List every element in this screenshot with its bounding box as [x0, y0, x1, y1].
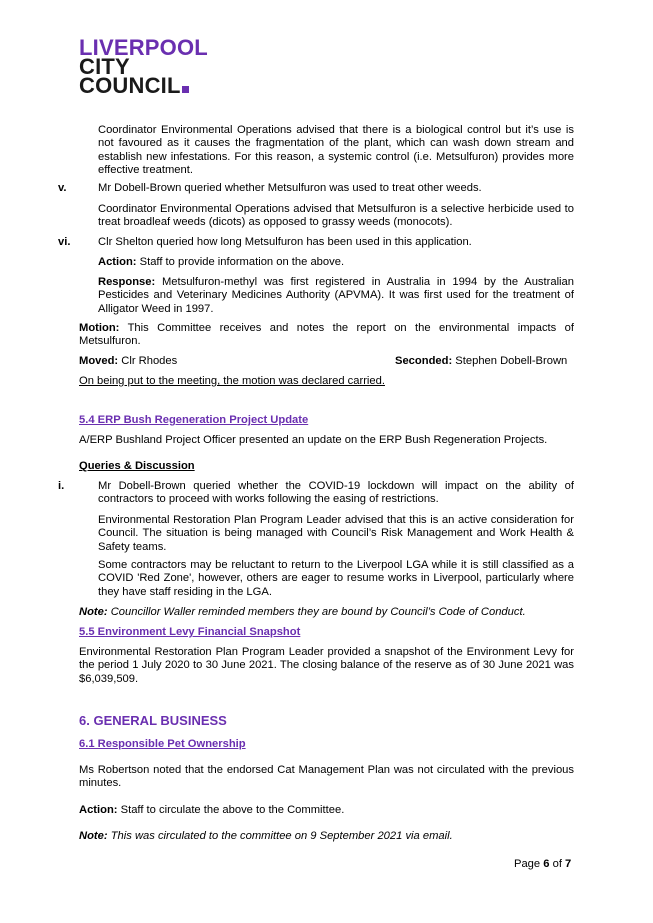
paragraph-query-other-weeds: Mr Dobell-Brown queried whether Metsulfuron was used to treat other weeds.	[98, 182, 482, 194]
queries-heading: Queries & Discussion	[79, 460, 195, 472]
seconded-by: Seconded: Stephen Dobell-Brown	[395, 355, 568, 367]
section-5-4-heading: 5.4 ERP Bush Regeneration Project Update	[79, 414, 309, 426]
council-logo	[79, 35, 208, 98]
paragraph-erp-update: A/ERP Bushland Project Officer presented an update on the ERP Bush Regeneration Projects.	[79, 434, 548, 446]
response-paragraph: Response: Metsulfuron-methyl was first registered in Australia in 1994 by the Australian Pesticides and Veterinary Medicines Authority (APVMA). It was first used for the treatment of Alligator Weed in 1997.	[98, 276, 574, 315]
note-circulated: Note: This was circulated to the committee on 9 September 2021 via email.	[79, 830, 453, 842]
page-number: Page 6 of 7	[514, 858, 572, 870]
item-number-v: v.	[58, 182, 67, 194]
paragraph-covid-query: Mr Dobell-Brown queried whether the COVID-19 lockdown will impact on the ability of contractors to proceed with works following the easing of restrictions.	[98, 480, 574, 506]
section-5-5-heading: 5.5 Environment Levy Financial Snapshot	[79, 626, 301, 638]
paragraph-query-duration: Clr Shelton queried how long Metsulfuron has been used in this application.	[98, 236, 472, 248]
logo-line-3: COUNCIL	[79, 76, 208, 95]
paragraph-active-consideration: Environmental Restoration Plan Program Leader advised that this is an active consideration for Council. The situation is being managed with Council’s Risk Management and Work Health & Safety teams.	[98, 514, 574, 553]
moved-by: Moved: Clr Rhodes	[79, 355, 178, 367]
item-number-i: i.	[58, 480, 65, 492]
paragraph-biological-control: Coordinator Environmental Operations advised that there is a biological control but it’s use is not favoured as it causes the fragmentation of the plant, which can wash down stream and establish new infestations. For this reason, a systemic control (i.e. Metsulfuron) provides more effective treatment.	[98, 124, 574, 176]
motion-carried: On being put to the meeting, the motion was declared carried.	[79, 375, 385, 387]
note-code-of-conduct: Note: Councillor Waller reminded members they are bound by Council’s Code of Conduct.	[79, 606, 526, 618]
paragraph-cat-management: Ms Robertson noted that the endorsed Cat Management Plan was not circulated with the previous minutes.	[79, 764, 574, 790]
action-provide-info: Action: Staff to provide information on the above.	[98, 256, 345, 268]
action-circulate: Action: Staff to circulate the above to the Committee.	[79, 804, 345, 816]
logo-square-icon	[182, 86, 189, 93]
logo-line-1: LIVERPOOL	[79, 35, 208, 60]
paragraph-environment-levy: Environmental Restoration Plan Program Leader provided a snapshot of the Environment Levy for the period 1 July 2020 to 30 June 2021. The closing balance of the reserve as of 30 June 2021 was $6,039,509.	[79, 646, 574, 685]
section-6-heading: 6. GENERAL BUSINESS	[79, 713, 227, 728]
section-6-1-heading: 6.1 Responsible Pet Ownership	[79, 738, 246, 750]
paragraph-selective-herbicide: Coordinator Environmental Operations advised that Metsulfuron is a selective herbicide used to treat broadleaf weeds (dicots) as opposed to grassy weeds (monocots).	[98, 203, 574, 229]
paragraph-contractors: Some contractors may be reluctant to return to the Liverpool LGA while it is still classified as a COVID 'Red Zone', however, others are eager to resume works in Liverpool, particularly where they have staff residing in the LGA.	[98, 559, 574, 598]
item-number-vi: vi.	[58, 236, 71, 248]
motion-paragraph: Motion: This Committee receives and notes the report on the environmental impacts of Metsulfuron.	[79, 322, 574, 348]
logo-line-2: CITY	[79, 54, 130, 79]
